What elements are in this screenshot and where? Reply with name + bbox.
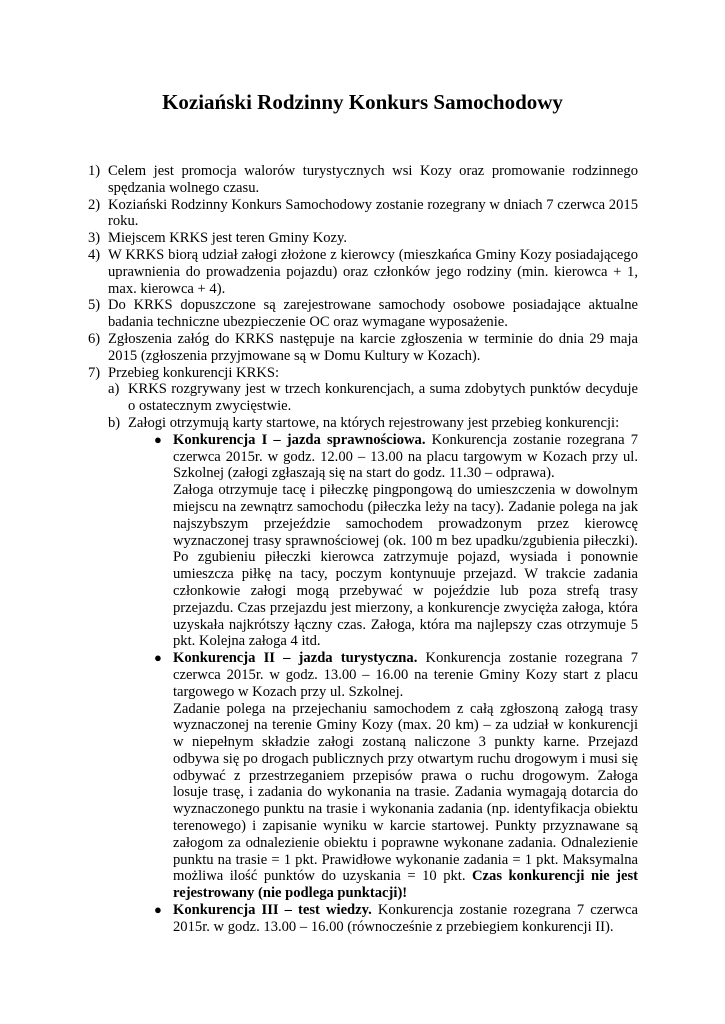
- competition-body: Zadanie polega na przejechaniu samochodem z całą zgłoszoną załogą trasy wyznaczonej na terenie Gminy Kozy (max. 20 km) – za udział w konkurencji w niepełnym składzie załogi zostaną naliczone 3 punkty karne. Przejazd odbywa się po drogach publicznych przy otwartym ruchu drogowym i musi się odbywać z przestrzeganiem przepisów prawa o ruchu drogowym. Załoga losuje trasę, i zadania do wykonania na trasie. Zadania wymagają dotarcia do wyznaczonego punktu na trasie i wykonania zadania (np. identyfikacja obiektu terenowego) i zapisanie wyniku w karcie startowej. Punkty przyznawane są załogom za odnalezienie obiektu i poprawne wykonane zadania. Odnalezienie punktu na trasie = 1 pkt. Prawidłowe wykonanie zadania = 1 pkt. Maksymalna możliwa ilość punktów do uzyskania = 10 pkt.: [173, 700, 638, 885]
- competition-intro: Konkurencja zostanie rozegrana 7 czerwca 2015r. w godz. 12.00 – 13.00 na placu targowym w Kozach przy ul. Szkolnej (załogi zgłaszają się na start do godz. 11.30 – odprawa).: [173, 431, 638, 482]
- competition-intro: Konkurencja zostanie rozegrana 7 czerwca 2015r. w godz. 13.00 – 16.00 na terenie Gminy Kozy start z placu targowego w Kozach przy ul. Szkolnej.: [173, 650, 638, 700]
- item-text: Koziański Rodzinny Konkurs Samochodowy zostanie rozegrany w dniach 7 czerwca 2015 roku.: [108, 196, 638, 230]
- sub-item-letter: a): [108, 381, 120, 398]
- competition-item: [148, 902, 638, 936]
- list-item: [88, 331, 638, 365]
- sub-item-text: KRKS rozgrywany jest w trzech konkurencjach, a suma zdobytych punktów decyduje o ostatecznym zwycięstwie.: [128, 381, 638, 415]
- competition-heading: Konkurencja I – jazda sprawnościowa.: [173, 431, 426, 448]
- item-text: W KRKS biorą udział załogi złożone z kierowcy (mieszkańca Gminy Kozy posiadającego uprawnienia do prowadzenia pojazdu) oraz członków jego rodziny (min. kierowca + 1, max. kierowca + 4).: [108, 246, 638, 297]
- competition-heading: Konkurencja III – test wiedzy.: [173, 902, 372, 919]
- sub-item-text: Załogi otrzymują karty startowe, na których rejestrowany jest przebieg konkurencji:: [128, 414, 620, 431]
- item-text: Miejscem KRKS jest teren Gminy Kozy.: [108, 230, 348, 247]
- sub-item: [108, 381, 638, 415]
- item-number: 4): [88, 246, 101, 263]
- list-item: [88, 163, 638, 197]
- document-title: Koziański Rodzinny Konkurs Samochodowy: [162, 90, 563, 114]
- document-content: [88, 163, 638, 936]
- sub-item-letter: b): [108, 414, 121, 431]
- list-item: [88, 230, 638, 247]
- list-item: [88, 197, 638, 231]
- list-item: [88, 365, 638, 936]
- sub-item: [108, 415, 638, 936]
- bullet-icon: ●: [154, 902, 162, 918]
- bullet-icon: ●: [154, 650, 162, 666]
- competition-note: Czas konkurencji nie jest rejestrowany (nie podlega punktacji)!: [173, 868, 638, 902]
- item-text: Zgłoszenia załóg do KRKS następuje na karcie zgłoszenia w terminie do dnia 29 maja 2015 (zgłoszenia przyjmowane są w Domu Kultury w Kozach).: [108, 330, 638, 364]
- item-number: 7): [88, 364, 101, 381]
- item-number: 5): [88, 297, 101, 314]
- competition-intro: Konkurencja zostanie rozegrana 7 czerwca 2015r. w godz. 13.00 – 16.00 (równocześnie z przebiegiem konkurencji II).: [173, 902, 638, 935]
- item-number: 2): [88, 196, 101, 213]
- competition-heading: Konkurencja II – jazda turystyczna.: [173, 650, 418, 667]
- item-text: Celem jest promocja walorów turystycznych wsi Kozy oraz promowanie rodzinnego spędzania wolnego czasu.: [108, 163, 638, 196]
- bullet-icon: ●: [154, 431, 162, 447]
- competition-item: [148, 432, 638, 650]
- item-number: 3): [88, 230, 101, 247]
- item-number: 6): [88, 330, 101, 347]
- list-item: [88, 247, 638, 297]
- list-item: [88, 297, 638, 331]
- item-text: Do KRKS dopuszczone są zarejestrowane samochody osobowe posiadające aktualne badania techniczne ubezpieczenie OC oraz wymagane wyposażenie.: [108, 297, 638, 331]
- competition-body: Załoga otrzymuje tacę i piłeczkę pingpongową do umieszczenia w dowolnym miejscu na zewnątrz samochodu (piłeczka leży na tacy). Zadanie polega na jak najszybszym przejeździe samochodem prowadzonym przez kierowcę wyznaczonej trasy sprawnościowej (ok. 100 m bez upadku/zgubienia piłeczki). Po zgubieniu piłeczki kierowca zatrzymuje pojazd, wysiada i ponownie umieszcza piłkę na tacy, poczym kontynuuje przejazd. W trakcie zadania członkowie załogi mogą przebywać w pojeździe lub poza strefą trasy przejazdu. Czas przejazdu jest mierzony, a konkurencje zwycięża załoga, która uzyskała najkrótszy łączny czas. Załoga, która ma najlepszy czas otrzymuje 5 pkt. Kolejna załoga 4 itd.: [173, 482, 638, 650]
- item-number: 1): [88, 163, 101, 179]
- item-text: Przebieg konkurencji KRKS:: [108, 364, 280, 381]
- competition-item: [148, 650, 638, 902]
